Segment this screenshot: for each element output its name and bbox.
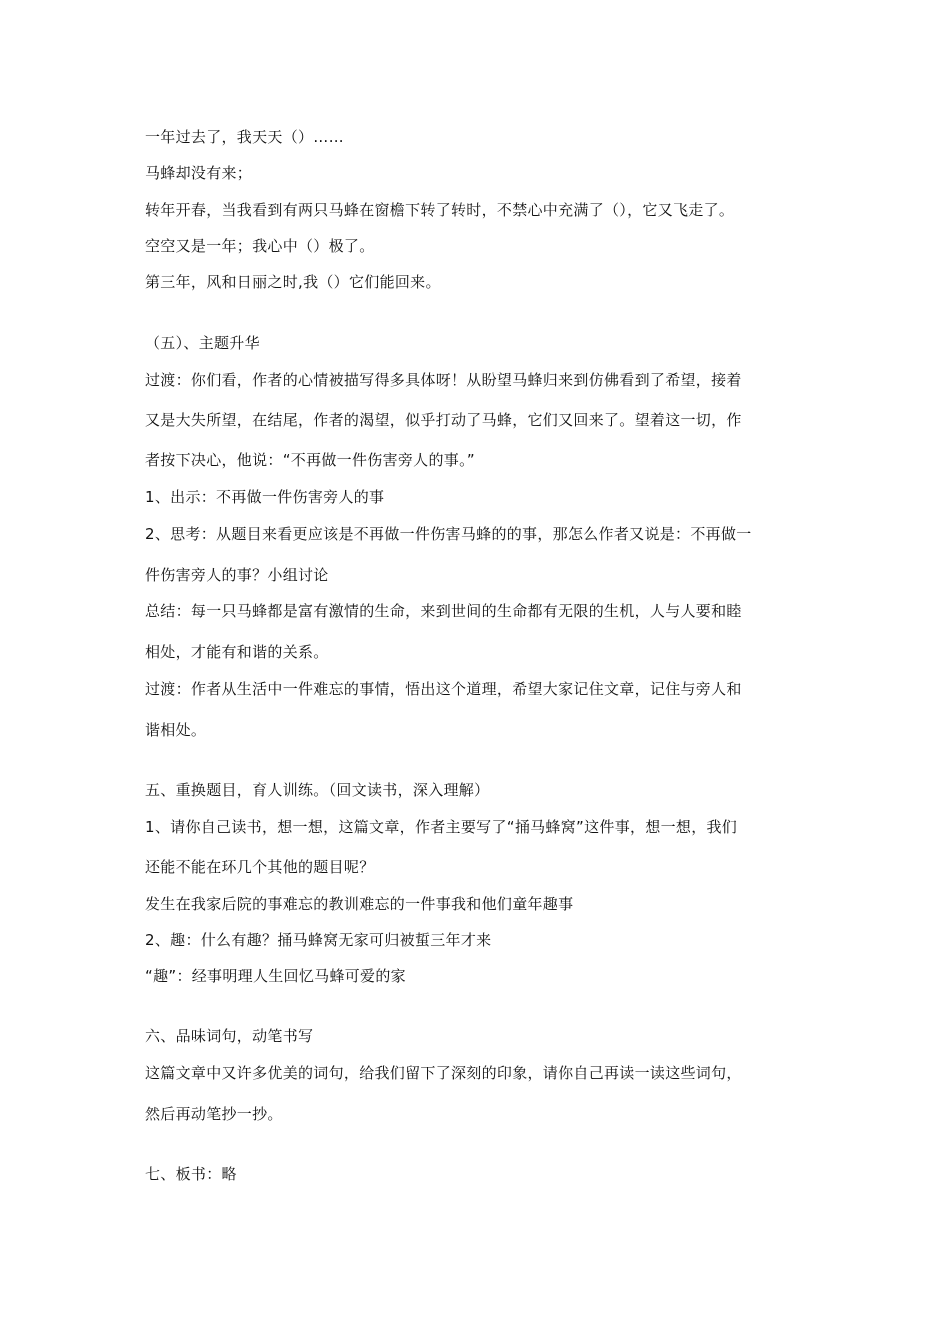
text-line: 件伤害旁人的事？小组讨论 <box>145 566 329 584</box>
text-line: 还能不能在环几个其他的题目呢？ <box>145 858 375 876</box>
text-line: 1、出示：不再做一件伤害旁人的事 <box>145 488 385 506</box>
section-heading: 七、板书：略 <box>145 1165 237 1183</box>
text-line: 过渡：你们看，作者的心情被描写得多具体呀！从盼望马蜂归来到仿佛看到了希望，接着 <box>145 371 742 389</box>
section-heading: （五）、主题升华 <box>145 334 260 352</box>
text-line: 马蜂却没有来； <box>145 164 253 182</box>
text-line: 第三年，风和日丽之时,我（）它们能回来。 <box>145 273 441 291</box>
text-line: 1、请你自己读书，想一想，这篇文章，作者主要写了“捅马蜂窝”这件事，想一想，我们 <box>145 818 738 836</box>
text-line: 2、思考：从题目来看更应该是不再做一件伤害马蜂的的事，那怎么作者又说是：不再做一 <box>145 525 752 543</box>
text-line: 者按下决心，他说：“不再做一件伤害旁人的事。” <box>145 451 475 469</box>
text-line: 相处，才能有和谐的关系。 <box>145 643 329 661</box>
text-line: “趣”：经事明理人生回忆马蜂可爱的家 <box>145 967 406 985</box>
text-line: 总结：每一只马蜂都是富有激情的生命，来到世间的生命都有无限的生机，人与人要和睦 <box>145 602 742 620</box>
section-heading: 六、品味词句，动笔书写 <box>145 1027 314 1045</box>
text-line: 转年开春，当我看到有两只马蜂在窗檐下转了转时，不禁心中充满了（），它又飞走了。 <box>145 201 735 219</box>
text-line: 空空又是一年；我心中（）极了。 <box>145 237 375 255</box>
text-line: 过渡：作者从生活中一件难忘的事情，悟出这个道理，希望大家记住文章，记住与旁人和 <box>145 680 742 698</box>
text-line: 谐相处。 <box>145 721 207 739</box>
text-line: 一年过去了，我天天（）…… <box>145 128 344 146</box>
text-line: 这篇文章中又许多优美的词句，给我们留下了深刻的印象，请你自己再读一读这些词句， <box>145 1064 742 1082</box>
text-line: 2、趣：什么有趣？捅马蜂窝无家可归被蜇三年才来 <box>145 931 492 949</box>
section-heading: 五、重换题目，育人训练。（回文读书，深入理解） <box>145 781 490 799</box>
text-line: 发生在我家后院的事难忘的教训难忘的一件事我和他们童年趣事 <box>145 895 574 913</box>
text-line: 然后再动笔抄一抄。 <box>145 1105 283 1123</box>
text-line: 又是大失所望，在结尾，作者的渴望，似乎打动了马蜂，它们又回来了。望着这一切，作 <box>145 411 742 429</box>
